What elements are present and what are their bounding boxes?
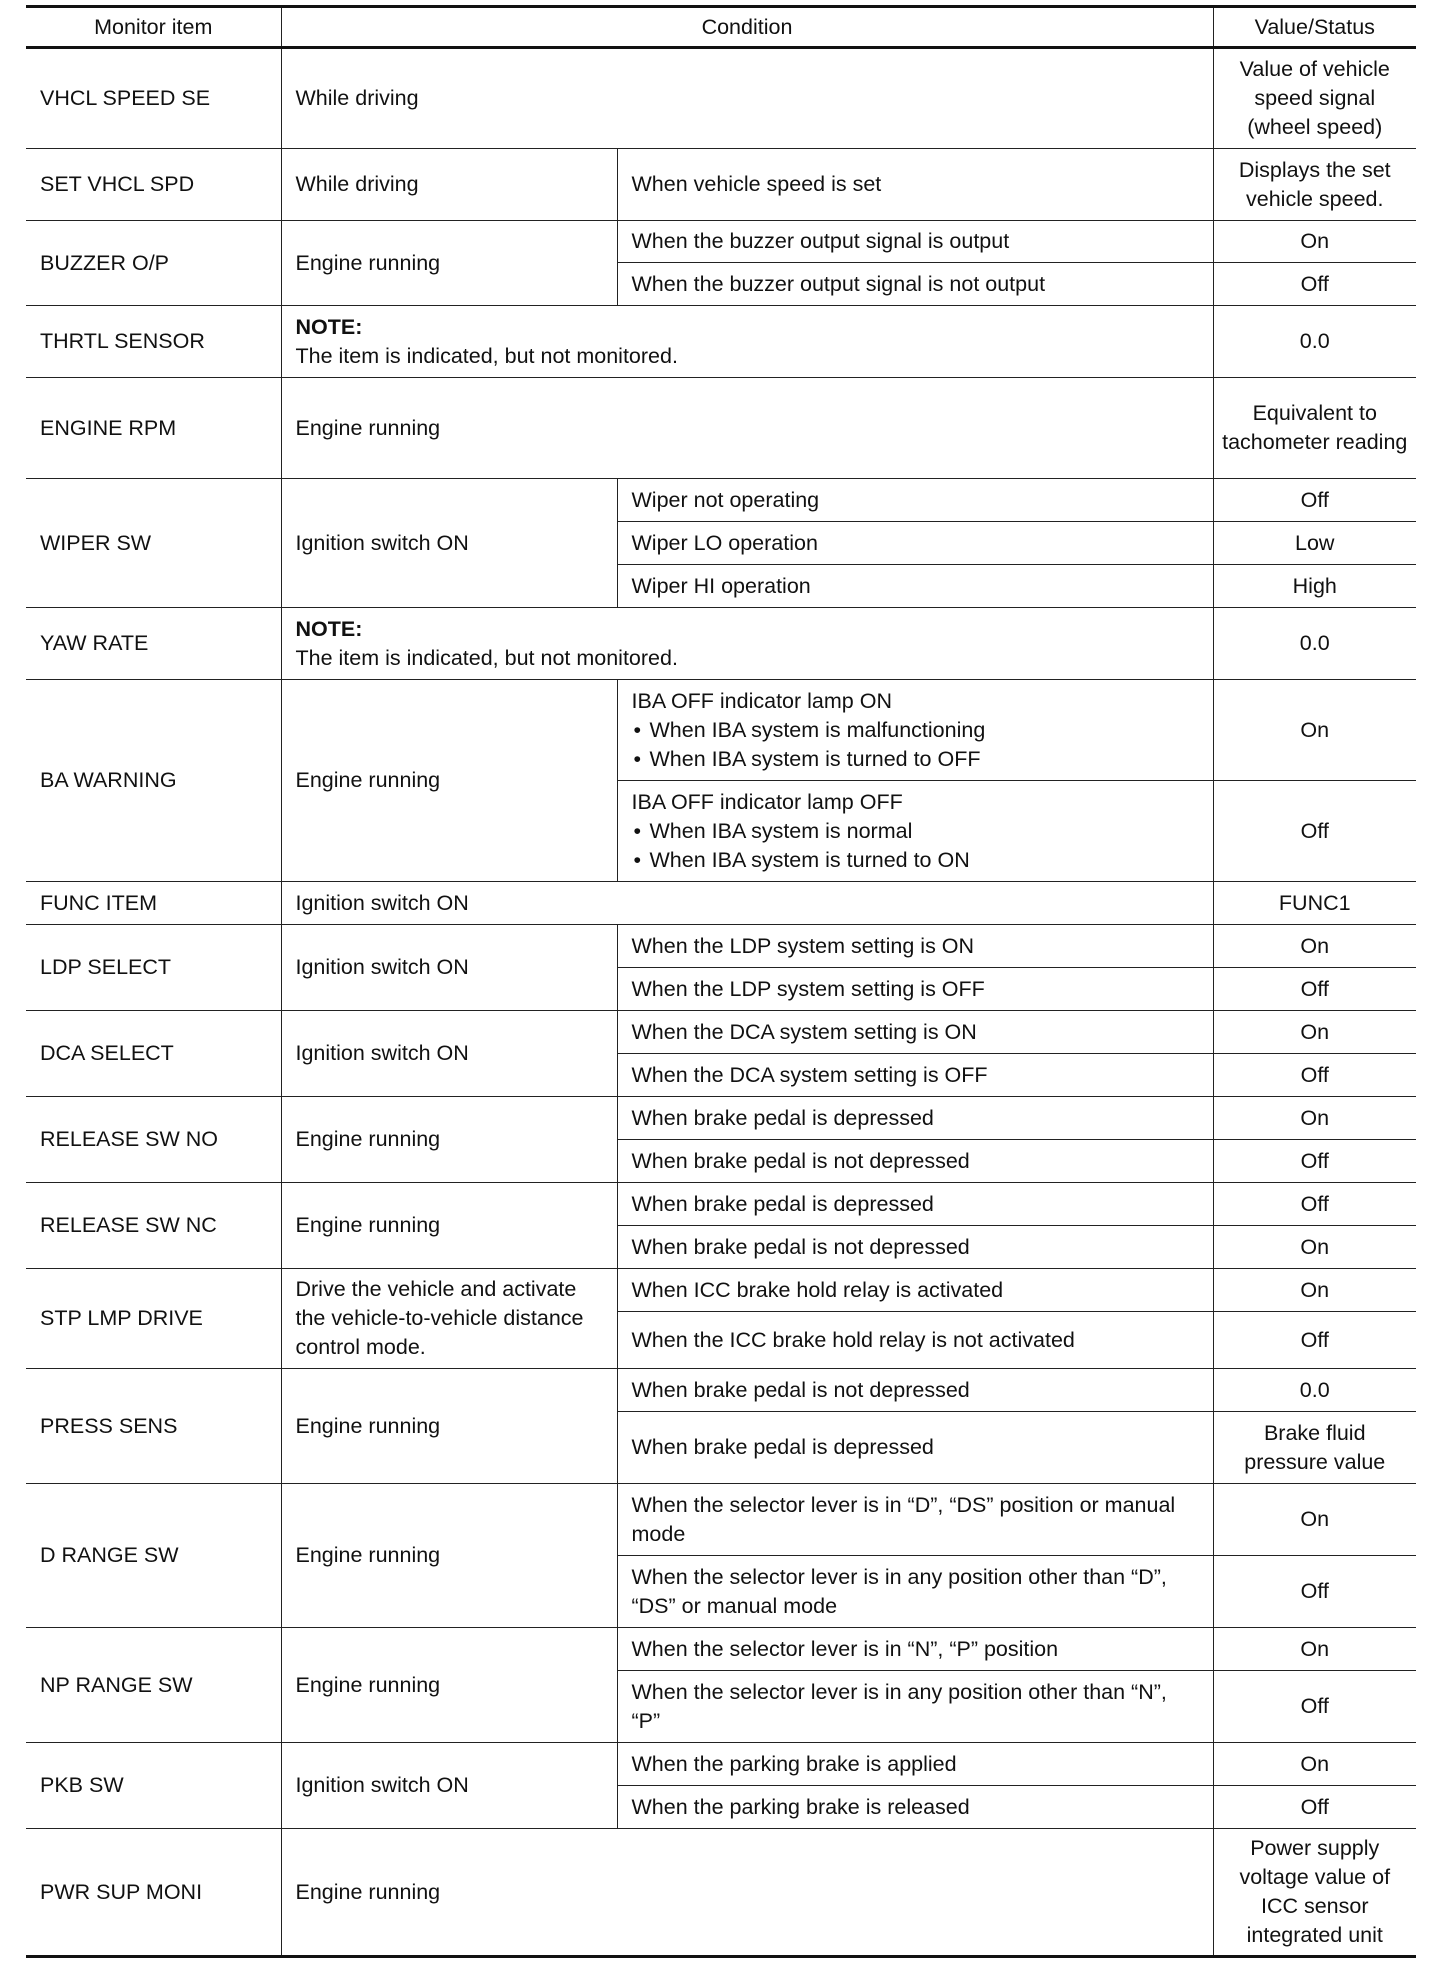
condition: Engine running bbox=[281, 1484, 617, 1628]
sub-condition: When the DCA system setting is OFF bbox=[617, 1054, 1213, 1097]
monitor-table-container bbox=[26, 5, 1416, 1958]
monitor-item: WIPER SW bbox=[26, 479, 281, 608]
note-cell bbox=[281, 608, 1213, 680]
note-title: NOTE: bbox=[295, 314, 363, 339]
table-row bbox=[26, 608, 1416, 680]
sub-condition: When ICC brake hold relay is activated bbox=[617, 1269, 1213, 1312]
bullet-item: • When IBA system is normal bbox=[632, 817, 1199, 846]
table-row bbox=[26, 882, 1416, 925]
value-status: On bbox=[1213, 1484, 1416, 1556]
condition: Ignition switch ON bbox=[281, 479, 617, 608]
condition: Drive the vehicle and activate the vehicle-to-vehicle distance control mode. bbox=[281, 1269, 617, 1369]
sub-condition: When the DCA system setting is ON bbox=[617, 1011, 1213, 1054]
value-status: Low bbox=[1213, 522, 1416, 565]
condition: Engine running bbox=[281, 1369, 617, 1484]
table-row bbox=[26, 1743, 1416, 1786]
value-status: Off bbox=[1213, 1140, 1416, 1183]
value-status: 0.0 bbox=[1213, 1369, 1416, 1412]
sub-condition: When the ICC brake hold relay is not activated bbox=[617, 1312, 1213, 1369]
monitor-item: STP LMP DRIVE bbox=[26, 1269, 281, 1369]
value-status: Brake fluid pressure value bbox=[1213, 1412, 1416, 1484]
sub-condition: When brake pedal is not depressed bbox=[617, 1140, 1213, 1183]
sub-condition-heading: IBA OFF indicator lamp OFF bbox=[631, 789, 903, 814]
sub-condition: When the LDP system setting is ON bbox=[617, 925, 1213, 968]
table-row bbox=[26, 221, 1416, 263]
condition: Engine running bbox=[281, 1829, 1213, 1957]
condition: Ignition switch ON bbox=[281, 1011, 617, 1097]
table-row bbox=[26, 1097, 1416, 1140]
table-row bbox=[26, 680, 1416, 781]
value-status: On bbox=[1213, 925, 1416, 968]
monitor-item: DCA SELECT bbox=[26, 1011, 281, 1097]
condition: While driving bbox=[281, 48, 1213, 149]
monitor-item: D RANGE SW bbox=[26, 1484, 281, 1628]
condition: Engine running bbox=[281, 680, 617, 882]
header-condition: Condition bbox=[281, 7, 1213, 48]
sub-condition: When the selector lever is in any position other than “N”, “P” bbox=[617, 1671, 1213, 1743]
sub-condition: When brake pedal is not depressed bbox=[617, 1226, 1213, 1269]
bullet-item: • When IBA system is turned to OFF bbox=[632, 745, 1199, 774]
monitor-item: YAW RATE bbox=[26, 608, 281, 680]
value-status: On bbox=[1213, 1743, 1416, 1786]
sub-condition: When the buzzer output signal is output bbox=[617, 221, 1213, 263]
header-value-status: Value/Status bbox=[1213, 7, 1416, 48]
value-status: Off bbox=[1213, 1786, 1416, 1829]
value-status: On bbox=[1213, 1011, 1416, 1054]
sub-condition bbox=[617, 781, 1213, 882]
monitor-item: RELEASE SW NC bbox=[26, 1183, 281, 1269]
table-row bbox=[26, 925, 1416, 968]
value-status: Power supply voltage value of ICC sensor integrated unit bbox=[1213, 1829, 1416, 1957]
note-text: The item is indicated, but not monitored. bbox=[295, 343, 678, 368]
sub-condition: When the parking brake is released bbox=[617, 1786, 1213, 1829]
header-row bbox=[26, 7, 1416, 48]
monitor-item: BUZZER O/P bbox=[26, 221, 281, 306]
sub-condition-heading: IBA OFF indicator lamp ON bbox=[631, 688, 892, 713]
condition: Engine running bbox=[281, 1628, 617, 1743]
monitor-item: ENGINE RPM bbox=[26, 378, 281, 479]
condition: While driving bbox=[281, 149, 617, 221]
bullet-item: • When IBA system is malfunctioning bbox=[632, 716, 1199, 745]
sub-condition: When brake pedal is not depressed bbox=[617, 1369, 1213, 1412]
value-status: Equivalent to tachometer reading bbox=[1213, 378, 1416, 479]
value-status: Off bbox=[1213, 968, 1416, 1011]
monitor-item: FUNC ITEM bbox=[26, 882, 281, 925]
value-status: On bbox=[1213, 1097, 1416, 1140]
value-status: Off bbox=[1213, 1183, 1416, 1226]
monitor-item: LDP SELECT bbox=[26, 925, 281, 1011]
sub-condition: When the buzzer output signal is not output bbox=[617, 263, 1213, 306]
monitor-item: PWR SUP MONI bbox=[26, 1829, 281, 1957]
monitor-item: PRESS SENS bbox=[26, 1369, 281, 1484]
value-status: Off bbox=[1213, 1671, 1416, 1743]
sub-condition: When the selector lever is in “N”, “P” position bbox=[617, 1628, 1213, 1671]
value-status: Off bbox=[1213, 263, 1416, 306]
monitor-item: THRTL SENSOR bbox=[26, 306, 281, 378]
table-row bbox=[26, 1269, 1416, 1312]
sub-condition: When brake pedal is depressed bbox=[617, 1097, 1213, 1140]
note-text: The item is indicated, but not monitored. bbox=[295, 645, 678, 670]
table-row bbox=[26, 149, 1416, 221]
value-status: Off bbox=[1213, 1312, 1416, 1369]
value-status: 0.0 bbox=[1213, 306, 1416, 378]
monitor-item: NP RANGE SW bbox=[26, 1628, 281, 1743]
monitor-item: BA WARNING bbox=[26, 680, 281, 882]
sub-condition bbox=[617, 680, 1213, 781]
value-status: Displays the set vehicle speed. bbox=[1213, 149, 1416, 221]
table-row bbox=[26, 1829, 1416, 1957]
table-row bbox=[26, 378, 1416, 479]
table-row bbox=[26, 1484, 1416, 1556]
sub-condition: When brake pedal is depressed bbox=[617, 1183, 1213, 1226]
table-row bbox=[26, 306, 1416, 378]
value-status: 0.0 bbox=[1213, 608, 1416, 680]
condition: Engine running bbox=[281, 378, 1213, 479]
value-status: On bbox=[1213, 680, 1416, 781]
value-status: On bbox=[1213, 1269, 1416, 1312]
value-status: On bbox=[1213, 1226, 1416, 1269]
table-row bbox=[26, 1183, 1416, 1226]
value-status: Off bbox=[1213, 1054, 1416, 1097]
sub-condition: Wiper not operating bbox=[617, 479, 1213, 522]
sub-condition: When vehicle speed is set bbox=[617, 149, 1213, 221]
sub-condition: When the parking brake is applied bbox=[617, 1743, 1213, 1786]
monitor-item: VHCL SPEED SE bbox=[26, 48, 281, 149]
monitor-item: SET VHCL SPD bbox=[26, 149, 281, 221]
value-status: Value of vehicle speed signal (wheel speed) bbox=[1213, 48, 1416, 149]
table-row bbox=[26, 1628, 1416, 1671]
condition: Engine running bbox=[281, 1183, 617, 1269]
sub-condition: Wiper LO operation bbox=[617, 522, 1213, 565]
condition: Engine running bbox=[281, 1097, 617, 1183]
table-row bbox=[26, 1011, 1416, 1054]
note-cell bbox=[281, 306, 1213, 378]
condition: Ignition switch ON bbox=[281, 1743, 617, 1829]
value-status: Off bbox=[1213, 781, 1416, 882]
condition: Engine running bbox=[281, 221, 617, 306]
monitor-item-table bbox=[26, 5, 1416, 1958]
header-monitor-item: Monitor item bbox=[26, 7, 281, 48]
sub-condition: When the selector lever is in “D”, “DS” position or manual mode bbox=[617, 1484, 1213, 1556]
value-status: On bbox=[1213, 221, 1416, 263]
bullet-item: • When IBA system is turned to ON bbox=[632, 846, 1199, 875]
sub-condition: Wiper HI operation bbox=[617, 565, 1213, 608]
table-row bbox=[26, 48, 1416, 149]
value-status: High bbox=[1213, 565, 1416, 608]
note-title: NOTE: bbox=[295, 616, 363, 641]
value-status: On bbox=[1213, 1628, 1416, 1671]
monitor-item: PKB SW bbox=[26, 1743, 281, 1829]
condition: Ignition switch ON bbox=[281, 925, 617, 1011]
table-row bbox=[26, 1369, 1416, 1412]
value-status: FUNC1 bbox=[1213, 882, 1416, 925]
table-row bbox=[26, 479, 1416, 522]
sub-condition: When the selector lever is in any position other than “D”, “DS” or manual mode bbox=[617, 1556, 1213, 1628]
sub-condition: When brake pedal is depressed bbox=[617, 1412, 1213, 1484]
value-status: Off bbox=[1213, 479, 1416, 522]
value-status: Off bbox=[1213, 1556, 1416, 1628]
sub-condition: When the LDP system setting is OFF bbox=[617, 968, 1213, 1011]
monitor-item: RELEASE SW NO bbox=[26, 1097, 281, 1183]
condition: Ignition switch ON bbox=[281, 882, 1213, 925]
